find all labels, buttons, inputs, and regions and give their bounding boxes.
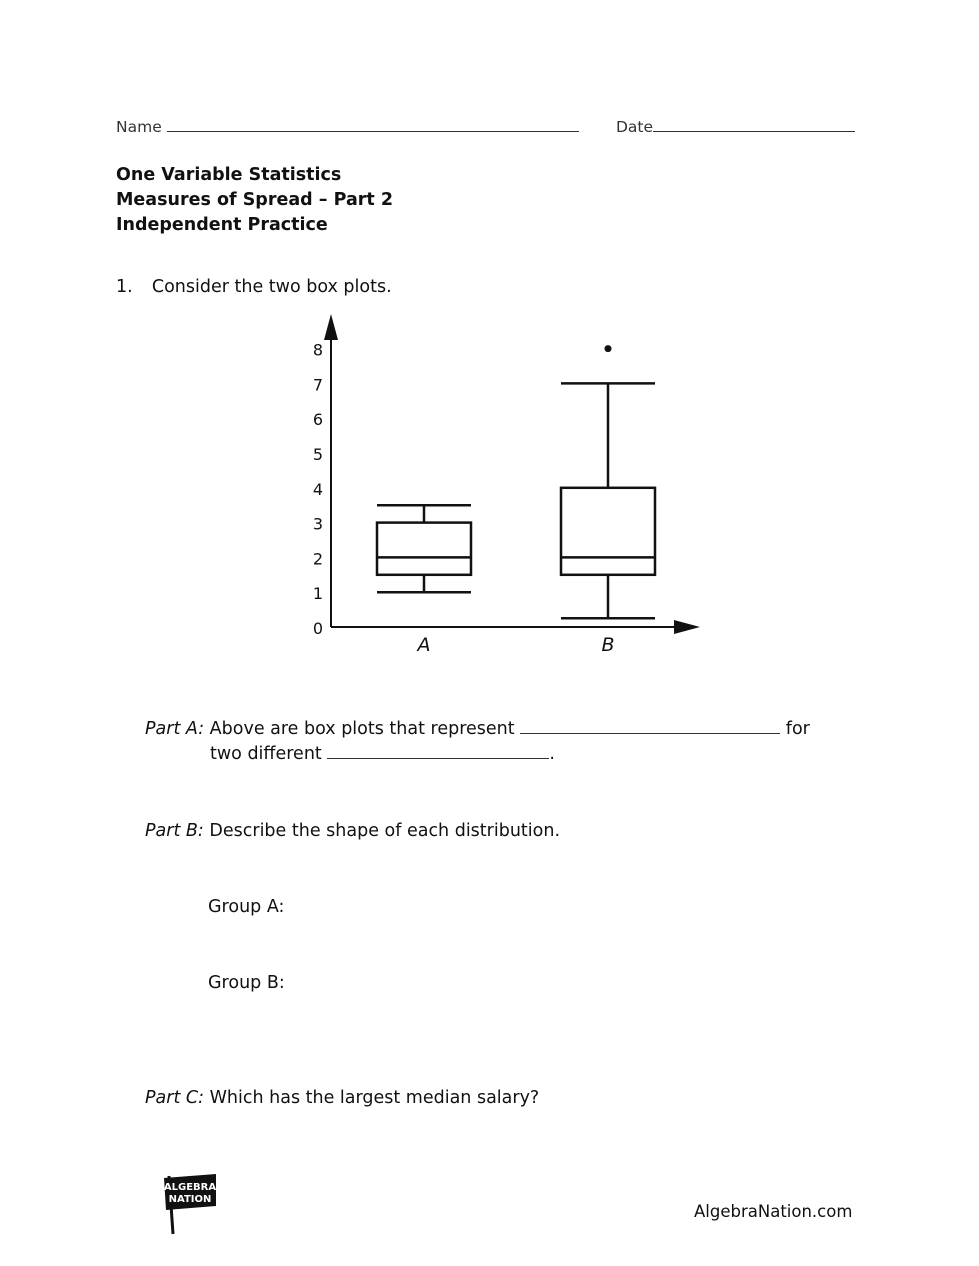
y-tick-label: 4 (312, 479, 324, 499)
part-c-text: Which has the largest median salary? (209, 1088, 540, 1108)
group-a-label: Group A: (208, 897, 285, 917)
part-a-text-after: for (785, 719, 810, 739)
part-c (145, 1088, 539, 1108)
title-line-2: Measures of Spread – Part 2 (116, 190, 394, 210)
y-axis-arrow (324, 314, 338, 340)
y-tick-label: 5 (312, 445, 324, 464)
part-a-line-2 (210, 744, 555, 764)
date-label: Date (616, 118, 654, 136)
x-category-label: A (417, 634, 431, 656)
part-b (145, 821, 560, 841)
part-c-label: Part C: (145, 1088, 205, 1108)
y-tick-label: 2 (312, 549, 324, 569)
algebra-nation-logo (158, 1170, 222, 1240)
y-tick-label: 0 (312, 619, 324, 638)
chart-axes (324, 314, 700, 634)
box-plot-b (561, 345, 655, 618)
part-a (145, 719, 810, 739)
iqr-box (561, 488, 655, 575)
y-tick-label: 1 (312, 584, 324, 604)
x-axis-arrow (674, 620, 700, 634)
part-a-line2-text: two different (210, 744, 322, 764)
title-line-1: One Variable Statistics (116, 165, 342, 185)
question-prompt: Consider the two box plots. (151, 277, 392, 297)
question-number: 1. (116, 277, 133, 297)
y-tick-label: 6 (312, 410, 324, 430)
logo-text-2: NATION (168, 1194, 212, 1205)
x-category-labels (416, 634, 615, 656)
part-b-text: Describe the shape of each distribution. (209, 821, 561, 841)
box-plots (377, 345, 655, 618)
y-tick-label: 8 (312, 340, 324, 360)
y-tick-label: 7 (312, 375, 324, 395)
part-a-label: Part A: (145, 719, 205, 739)
box-plot-a (377, 505, 471, 592)
outlier-point (605, 345, 612, 352)
name-label: Name (116, 118, 162, 136)
part-a-text: Above are box plots that represent (209, 719, 515, 739)
logo-text-1: ALGEBRA (163, 1182, 217, 1193)
footer-website: AlgebraNation.com (694, 1202, 853, 1221)
title-line-3: Independent Practice (116, 215, 328, 235)
y-tick-label: 3 (312, 514, 324, 534)
part-a-period: . (549, 744, 555, 764)
group-b-label: Group B: (208, 973, 285, 993)
y-tick-labels (313, 341, 323, 638)
iqr-box (377, 523, 471, 575)
part-a-blank-2[interactable] (327, 757, 549, 759)
x-category-label: B (601, 634, 615, 656)
part-b-label: Part B: (145, 821, 204, 841)
part-a-blank-1[interactable] (520, 732, 780, 734)
